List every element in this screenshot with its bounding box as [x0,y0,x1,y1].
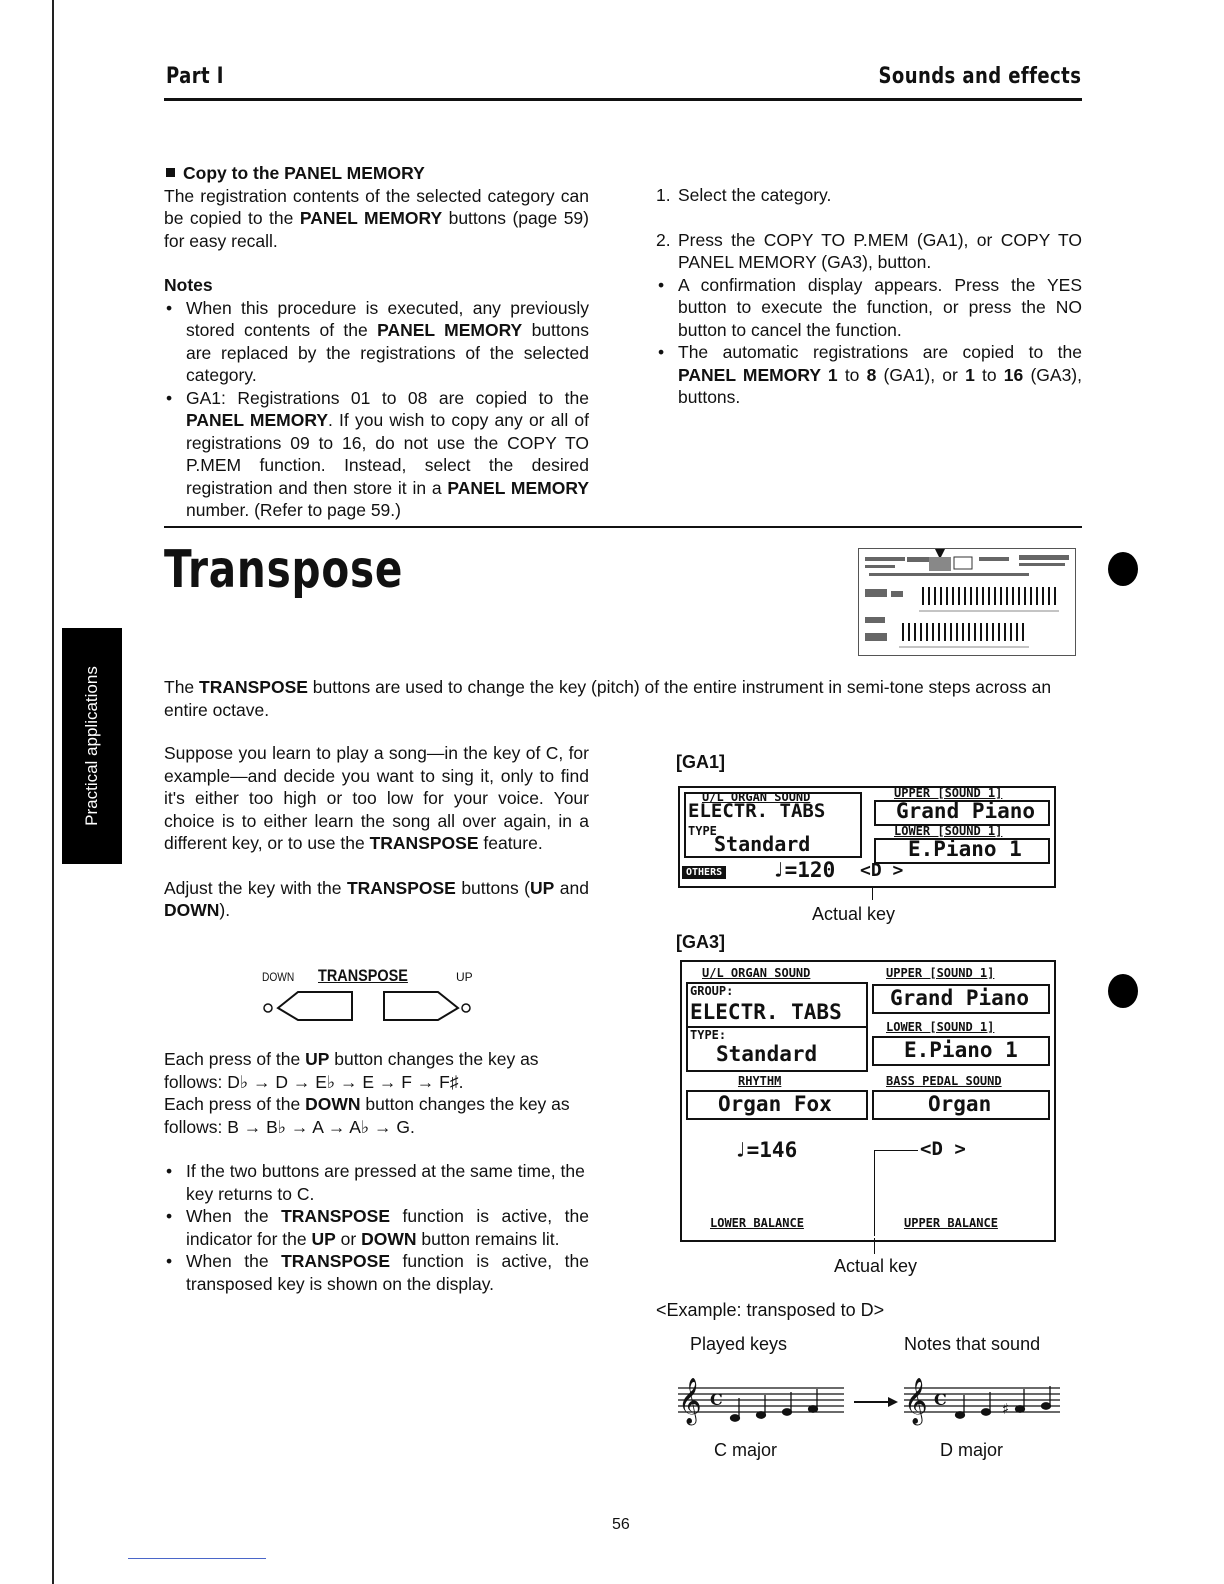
part-label: Part I [166,64,224,89]
ga3-pointer-line [874,1238,875,1254]
step-bullet-2: • The automatic registrations are copied to the PANEL MEMORY 1 to 8 (GA1), or 1 to 16 (GA3), buttons. [656,341,1082,409]
ga3-tempo: ♩=146 [734,1138,798,1162]
note-f-sharp [1016,1406,1025,1412]
side-tab [62,628,122,864]
step-bullet-1: • A confirmation display appears. Press the YES button to execute the function, or press the NO button to cancel the function. [656,274,1082,342]
transpose-label: TRANSPOSE [318,966,408,985]
down-button-icon [278,992,352,1020]
note-f [809,1406,818,1412]
ga1-display [678,786,1056,888]
ga1-others-badge: OTHERS [682,866,726,879]
ga1-upper: Grand Piano [896,799,1036,823]
down-sequence: Each press of the DOWN button changes the key as follows: B → B♭ → A → A♭ → G. [164,1094,570,1137]
ga3-type: Standard [716,1042,818,1066]
square-bullet-icon [166,168,175,177]
d-major-label: D major [940,1440,1004,1460]
ga3-group-label: GROUP: [690,984,734,998]
side-tab-label: Practical applications [82,666,101,826]
ga1-caption: Actual key [812,904,896,924]
ga3-rhythm: Organ Fox [718,1092,832,1116]
note-2: • GA1: Registrations 01 to 08 are copied to the PANEL MEMORY. If you wish to copy any or all of registrations 09 to 16, do not use the COPY TO P.MEM function. Instead, select the desired registration and then store it in a PANEL MEMORY number. (Refer to page 59.) [164,387,589,522]
ga1-key: <D > [860,860,904,881]
up-label: UP [456,970,473,984]
transpose-buttons-graphic [262,986,482,1026]
ga1-pointer-line [872,886,873,900]
ga3-center-divider [874,1150,875,1236]
note-d [757,1412,766,1418]
ga3-rhythm-box [686,1090,868,1120]
ga3-upper: Grand Piano [890,986,1030,1010]
up-sequence: Each press of the UP button changes the key as follows: D♭ → D → E♭ → E → F → F♯. [164,1049,539,1092]
ga3-category: ELECTR. TABS [690,1000,842,1024]
transpose-left-column [164,742,589,922]
ga1-upper-label: UPPER [SOUND 1] [894,786,1003,800]
ga3-lower-box [872,1036,1050,1066]
copy-intro: The registration contents of the selected category can be copied to the PANEL MEMORY buttons (page 59) for easy recall. [164,185,589,251]
transpose-para-1: Suppose you learn to play a song—in the key of C, for example—and decide you want to sing it, only to find it's either too high or too low for your voice. Your choice is to either learn the song all over again, in a different key, or to use the TRANSPOSE feature. [164,743,589,853]
notes-heading: Notes [164,275,213,295]
sharp-icon: ♯ [1002,1400,1010,1418]
transpose-bullet-3: • When the TRANSPOSE function is active, the transposed key is shown on the display. [164,1250,589,1295]
arrow-right-icon [888,1397,898,1407]
example-title: <Example: transposed to D> [656,1300,885,1320]
ga3-key: <D > [920,1138,966,1160]
ga1-lower-label: LOWER [SOUND 1] [894,824,1003,838]
page-title: Transpose [164,540,404,600]
ga3-upper-box [872,984,1050,1014]
music-example [676,1372,1066,1442]
ga1-label: [GA1] [676,752,725,772]
transpose-intro: The TRANSPOSE buttons are used to change the key (pitch) of the entire instrument in semi-tone steps across an entire octave. [164,677,1052,720]
ga3-bass-label: BASS PEDAL SOUND [886,1074,1002,1088]
copy-left-column [164,162,589,522]
ga1-lower: E.Piano 1 [908,837,1022,861]
c-major-label: C major [714,1440,778,1460]
up-indicator-icon [462,1004,470,1012]
ga3-upper-label: UPPER [SOUND 1] [886,966,995,980]
copy-heading: Copy to the PANEL MEMORY [164,162,589,185]
ga3-upper-balance: UPPER BALANCE [904,1216,998,1230]
ga1-category: ELECTR. TABS [688,800,826,822]
time-signature-left: C [710,1390,723,1409]
staff-notation [676,1372,1066,1442]
step-2: 2. Press the COPY TO P.MEM (GA1), or COPY TO PANEL MEMORY (GA3), button. [656,229,1082,272]
ga3-caption: Actual key [834,1256,918,1276]
note-d [956,1412,965,1418]
ga3-lower-balance: LOWER BALANCE [710,1216,804,1230]
binder-hole-icon [1108,974,1138,1008]
note-e [982,1409,991,1415]
transpose-para-2: Adjust the key with the TRANSPOSE buttons (UP and DOWN). [164,877,589,920]
ga3-type-label: TYPE: [690,1028,727,1042]
ga1-ul-organ-label: U/L ORGAN SOUND [702,790,811,804]
binder-hole-icon [1108,552,1138,586]
keyboard-panel-thumbnail [858,548,1076,656]
transpose-bullet-1: • If the two buttons are pressed at the same time, the key returns to C. [164,1160,589,1205]
transpose-buttons-illustration [262,966,482,1026]
note-c [731,1415,740,1421]
transpose-bullet-2: • When the TRANSPOSE function is active, the indicator for the UP or DOWN button remains lit. [164,1205,589,1250]
ga3-lower-label: LOWER [SOUND 1] [886,1020,995,1034]
keyboard-panel-icon [859,549,1075,655]
scan-edge [52,0,54,1584]
ga1-type-label: TYPE [688,824,717,838]
header-rule [164,98,1082,101]
ga1-upper-box [874,800,1050,826]
ga3-rhythm-label: RHYTHM [738,1074,782,1088]
ga3-display [680,960,1056,1242]
ga3-label: [GA3] [676,932,725,952]
section-label: Sounds and effects [878,64,1081,89]
ga3-bass-box [872,1090,1050,1120]
note-g [1042,1403,1051,1409]
time-signature-right: C [934,1390,947,1409]
notes-sound-label: Notes that sound [904,1334,1041,1354]
note-1: • When this procedure is executed, any previously stored contents of the PANEL MEMORY buttons are replaced by the registrations of the selected category. [164,297,589,387]
up-button-icon [384,992,458,1020]
treble-clef-icon: 𝄞 [904,1378,928,1424]
played-keys-label: Played keys [690,1334,788,1354]
ga1-tempo: ♩=120 [772,858,836,882]
ga3-ul-organ-label: U/L ORGAN SOUND [702,966,811,980]
ga3-key-line [874,1150,918,1151]
down-label: DOWN [262,970,295,984]
section-rule [164,526,1082,528]
ga3-lower: E.Piano 1 [904,1038,1018,1062]
page-number: 56 [612,1516,630,1533]
transpose-lower-text [164,1048,589,1295]
ga3-organ-box [686,982,868,1072]
ga3-bass: Organ [928,1092,992,1116]
note-e [783,1409,792,1415]
ga1-organ-box [684,792,862,858]
step-1: 1. Select the category. [656,185,832,205]
ga1-type: Standard [714,832,811,856]
treble-clef-icon: 𝄞 [678,1378,702,1424]
down-indicator-icon [264,1004,272,1012]
copy-right-column [656,184,1082,409]
scan-mark [128,1558,266,1559]
